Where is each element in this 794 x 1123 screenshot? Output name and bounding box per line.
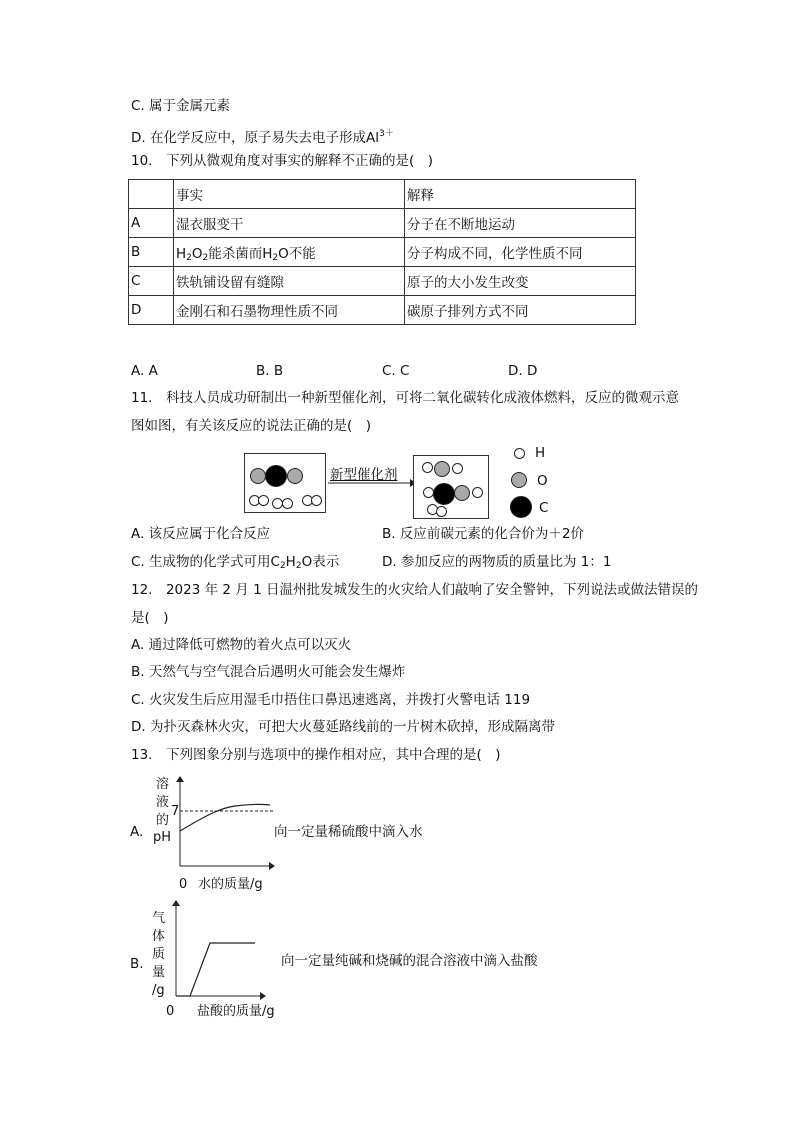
opt-c-sub: 2 bbox=[279, 561, 286, 571]
row-key: C bbox=[129, 267, 174, 296]
graph-a-curve bbox=[180, 804, 270, 831]
q11-option-b: B. 反应前碳元素的化合价为＋2价 bbox=[382, 526, 584, 542]
graph-b-origin: 0 bbox=[166, 1004, 175, 1019]
question-12-stem-line1: 12. 2023 年 2 月 1 日温州批发城发生的火灾给人们敲响了安全警钟，下列说法或做法错误的 bbox=[131, 582, 698, 598]
row-fact: 金刚石和石墨物理性质不同 bbox=[174, 296, 405, 325]
catalyst-label: 新型催化剂 bbox=[330, 467, 398, 483]
q12-option-b: B. 天然气与空气混合后遇明火可能会发生爆炸 bbox=[131, 664, 406, 680]
hydrogen-atom bbox=[258, 495, 269, 506]
fact-sub: 2 bbox=[186, 252, 192, 263]
opt-c-h: H bbox=[285, 554, 296, 570]
graph-b-ylabel-4: 量 bbox=[152, 965, 166, 980]
legend-oxygen-icon bbox=[511, 472, 527, 488]
row-explanation: 分子在不断地运动 bbox=[405, 209, 636, 238]
graph-a-tick-7: 7 bbox=[171, 804, 180, 819]
q12-option-d: D. 为扑灭森林火灾，可把大火蔓延路线前的一片树木砍掉，形成隔离带 bbox=[131, 719, 555, 735]
hydrogen-atom bbox=[436, 506, 447, 517]
table-row bbox=[129, 209, 636, 238]
graph-b-xlabel: 盐酸的质量/g bbox=[197, 1004, 275, 1019]
graph-a-plot bbox=[175, 776, 285, 876]
legend-carbon-label: C bbox=[539, 500, 549, 516]
row-key: A bbox=[129, 209, 174, 238]
hydrogen-atom bbox=[452, 463, 463, 474]
opt-c-text: C. 生成物的化学式可用C bbox=[131, 554, 280, 570]
legend-carbon-icon bbox=[510, 496, 532, 518]
question-11-stem-line1: 11. 科技人员成功研制出一种新型催化剂，可将二氧化碳转化成液体燃料，反应的微观示意 bbox=[131, 390, 679, 406]
fact-o: O bbox=[191, 245, 203, 262]
question-11-stem-line2: 图如图，有关该反应的说法正确的是( ) bbox=[131, 418, 372, 434]
graph-b-ylabel-2: 体 bbox=[152, 929, 166, 944]
graph-a-ylabel-1: 溶 bbox=[156, 777, 170, 792]
question-13-stem: 13. 下列图象分别与选项中的操作相对应，其中合理的是( ) bbox=[131, 747, 501, 763]
row-key: D bbox=[129, 296, 174, 325]
question-10-stem: 10. 下列从微观角度对事实的解释不正确的是( ) bbox=[131, 153, 434, 169]
q10-option-a: A. A bbox=[131, 363, 158, 379]
graph-b-option-label: B. bbox=[130, 956, 144, 972]
table-header-fact: 事实 bbox=[174, 180, 405, 209]
graph-a-x-arrow bbox=[269, 862, 275, 870]
graph-b-curve bbox=[176, 943, 255, 996]
graph-a-ylabel-4: pH bbox=[153, 830, 172, 845]
q11-option-d: D. 参加反应的两物质的质量比为 1：1 bbox=[382, 554, 612, 570]
option-d-aluminum-ion bbox=[131, 125, 394, 147]
reactant-box bbox=[244, 453, 326, 513]
graph-b-ylabel-5: /g bbox=[152, 983, 165, 998]
row-fact: 湿衣服变干 bbox=[174, 209, 405, 238]
graph-b-y-arrow bbox=[172, 900, 180, 906]
fact-sub: 2 bbox=[202, 252, 209, 263]
legend-hydrogen-icon bbox=[514, 448, 525, 459]
graph-a-ylabel-2: 液 bbox=[156, 795, 170, 810]
fact-h: H bbox=[176, 245, 187, 262]
table-row bbox=[129, 267, 636, 296]
q11-option-c bbox=[131, 553, 339, 575]
hydrogen-atom bbox=[282, 498, 293, 509]
reaction-arrow bbox=[326, 478, 416, 488]
q12-option-a: A. 通过降低可燃物的着火点可以灭火 bbox=[131, 637, 352, 653]
row-fact: 铁轨铺设留有缝隙 bbox=[174, 267, 405, 296]
graph-a-option-label: A. bbox=[130, 824, 144, 840]
hydrogen-atom bbox=[422, 462, 433, 473]
graph-a-xlabel: 水的质量/g bbox=[198, 877, 263, 892]
oxygen-atom bbox=[287, 468, 303, 484]
option-d-text: D. 在化学反应中，原子易失去电子形成Al bbox=[131, 130, 379, 146]
q10-option-c: C. C bbox=[382, 363, 410, 379]
carbon-atom bbox=[433, 483, 455, 505]
graph-a-origin: 0 bbox=[179, 877, 188, 892]
row-explanation: 原子的大小发生改变 bbox=[405, 267, 636, 296]
graph-b-ylabel-1: 气 bbox=[152, 911, 166, 926]
q12-option-c: C. 火灾发生后应用湿毛巾捂住口鼻迅速逃离，并拨打火警电话 119 bbox=[131, 692, 531, 708]
graph-a-description: 向一定量稀硫酸中滴入水 bbox=[274, 824, 423, 840]
fact-sub: 2 bbox=[272, 252, 279, 263]
q11-option-a: A. 该反应属于化合反应 bbox=[131, 526, 271, 542]
hydrogen-atom bbox=[472, 487, 483, 498]
oxygen-atom bbox=[454, 485, 470, 501]
fact-text: 能杀菌而H bbox=[208, 245, 273, 262]
table-header-explanation: 解释 bbox=[405, 180, 636, 209]
row-key: B bbox=[129, 238, 174, 267]
table-header-empty bbox=[129, 180, 174, 209]
row-fact bbox=[174, 238, 405, 267]
q10-option-d: D. D bbox=[508, 363, 538, 379]
product-box bbox=[413, 455, 489, 519]
graph-b-plot bbox=[170, 900, 270, 1000]
graph-a-ylabel-3: 的 bbox=[156, 813, 170, 828]
oxygen-atom bbox=[250, 468, 266, 484]
question-12-stem-line2: 是( ) bbox=[131, 610, 169, 626]
table-row bbox=[129, 296, 636, 325]
table-row bbox=[129, 238, 636, 267]
graph-a-y-arrow bbox=[176, 776, 184, 782]
graph-b-x-arrow bbox=[260, 992, 266, 1000]
graph-b-ylabel-3: 质 bbox=[152, 947, 166, 962]
legend-oxygen-label: O bbox=[537, 473, 548, 489]
option-c-metal-element: C. 属于金属元素 bbox=[131, 98, 231, 114]
fact-text-end: O不能 bbox=[278, 245, 316, 262]
carbon-atom bbox=[265, 465, 287, 487]
graph-b-description: 向一定量纯碱和烧碱的混合溶液中滴入盐酸 bbox=[281, 953, 538, 969]
q10-option-b: B. B bbox=[256, 363, 284, 379]
opt-c-text-end: O表示 bbox=[301, 554, 340, 570]
q10-table bbox=[128, 179, 636, 325]
table-header-row bbox=[129, 180, 636, 209]
opt-c-sub: 2 bbox=[295, 561, 302, 571]
row-explanation: 碳原子排列方式不同 bbox=[405, 296, 636, 325]
hydrogen-atom bbox=[311, 495, 322, 506]
oxygen-atom bbox=[434, 461, 450, 477]
row-explanation: 分子构成不同，化学性质不同 bbox=[405, 238, 636, 267]
option-d-superscript: 3＋ bbox=[378, 129, 394, 139]
legend-hydrogen-label: H bbox=[535, 445, 546, 461]
